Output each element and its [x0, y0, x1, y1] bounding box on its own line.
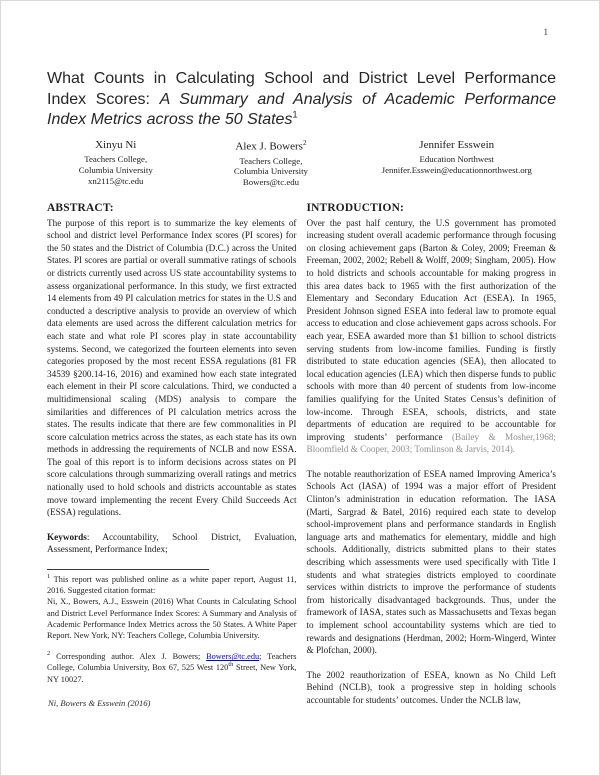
abstract-heading: ABSTRACT: — [47, 202, 114, 214]
right-column — [307, 202, 557, 719]
footnote-2-mark: 2 — [47, 650, 51, 658]
title-regular-part: What Counts in Calculating School and District Level Performance Index Scores: — [47, 70, 556, 108]
intro-paragraph-2: The notable reauthorization of ESEA named Improving America’s Schools Act (IASA) of 1994 was a major effort of President Clinton’s administration in education reformation. The IASA (Marti, Sargrad & Batel, 2016) required each state to develop school-improvement plans and performance standards in English language arts and mathematics for elementary, middle and high schools. Additionally, districts submitted plans to their states describing which assessments were used specifically with Title I students and what strategies districts employed to coordinate services within districts to improve the performance of students from historically disadvantaged backgrounds. Thus, under the framework of IASA, states such as Massachusetts and Texas began to implement school accountability systems which are tied to rewards and designations (Herdman, 2002; Horm-Wingerd, Winter & Plofchan, 2000). — [306, 468, 556, 656]
keywords-line — [47, 531, 297, 556]
author-affiliation-line2: Columbia University — [233, 166, 308, 177]
footnote-1 — [47, 574, 297, 641]
author-name: Xinyu Ni — [95, 139, 137, 151]
footnote-separator — [47, 569, 209, 570]
author-block-esswein — [357, 139, 556, 188]
footnote-1-citation: Ni, X., Bowers, A.J., Esswein (2016) What Counts in Calculating School and District Level Performance Index Scores: A Summary and Analysis of Academic Performance Index Metrics across the 50 States. A White Paper Report. New York, NY: Teachers College, Columbia University. — [47, 597, 297, 641]
intro-p1-text: Over the past half century, the U.S government has promoted increasing student overall academic performance through focusing on closing achievement gaps (Barton & Coley, 2009; Freeman & Freeman, 2002, 2002; Rebell & Wolff, 2009; Singham, 2005). How to hold districts and schools accountable for making progress in this area dates back to 1965 with the first authorization of the Elementary and Secondary Education Act (ESEA). In 1965, President Johnson signed ESEA into federal law to promote equal access to education and close achievement gaps across schools. For each year, ESEA awarded more than $1 billion to school districts serving students from low-income families. Funding is firstly distributed to state education agencies (SEA), then allocated to local education agencies (LEA) which then disperse funds to public schools with more than 40 percent of students from low-income families qualifying for the United States Census’s definition of low-income. Through ESEA, schools, districts, and state departments of education are required to be accountable for improving students’ performance — [306, 217, 556, 442]
footnote-2 — [47, 651, 297, 685]
footnote-1-mark: 1 — [47, 573, 51, 581]
left-column — [47, 202, 297, 719]
footnote-2-ordinal-sup: th — [228, 661, 234, 669]
author-affiliation-line1: Teachers College, — [84, 154, 148, 164]
footnote-2-text-part3: Street, New York, NY 10027. — [47, 663, 297, 684]
author-affiliation-line1: Teachers College, — [239, 155, 303, 166]
intro-paragraph-3: The 2002 reauthorization of ESEA, known as No Child Left Behind (NCLB), took a progressive step in holding schools accountable for students’ outcomes. Under the NCLB law, — [306, 669, 556, 705]
introduction-heading: INTRODUCTION: — [306, 202, 405, 214]
author-email: Bowers@tc.edu — [242, 177, 300, 188]
author-footnote-mark: 2 — [302, 139, 307, 147]
author-email: Jennifer.Esswein@educationnorthwest.org — [381, 164, 532, 175]
footnote-2-text-part1: Corresponding author. Alex J. Bowers; — [50, 652, 207, 662]
footnote-2-text-part2: ; Teachers College, Columbia University, Box 67, 525 West 120 — [47, 652, 297, 673]
author-name: Alex J. Bowers$^2$ — [235, 139, 307, 153]
footnote-1-text-part1: This report was published online as a white paper report, August 11, 2016. Suggested citation format: — [47, 575, 297, 596]
footnotes — [47, 574, 297, 685]
abstract-body: The purpose of this report is to summarize the key elements of school and district level Performance Index scores (PI scores) for the 50 states and the District of Columbia (D.C.) across the United States. PI scores are partial or overall summative ratings of schools or districts currently used across US state accountability systems to assess organizational performance. In this study, we first extracted 14 elements from 49 PI calculation metrics for states in the U.S and conducted a descriptive analysis to provide an overview of which data elements are used across the different calculation metrics for each state and what role PI scores play in state accountability systems. Second, we categorized the fourteen elements into seven categories proposed by the most recent ESSA regulations (81 FR 34539 §200.14-16, 2016) and examined how each state integrated each element in their PI score calculations. Third, we conducted a multidimensional scaling (MDS) analysis to compare the similarities and differences of PI calculation metrics across the states. The results indicate that there are few commonalities in PI score calculation metrics across the states, as each state has its own methods in addressing the requirements of NCLB and now ESSA. The goal of this report is to inform decisions across states on PI score calculations through summarizing overall ratings and metrics nationally used to hold schools and districts accountable as states move toward implementing the recent Every Child Succeeds Act (ESSA) regulations. — [47, 217, 297, 518]
author-email: xn2115@tc.edu — [88, 175, 144, 186]
author-affiliation-line2: Columbia University — [78, 164, 153, 175]
authors-row — [47, 139, 556, 188]
two-column-body — [47, 202, 556, 719]
page-number: 1 — [543, 27, 548, 37]
author-affiliation-line1: Education Northwest — [419, 154, 494, 164]
author-block-bowers — [184, 139, 357, 188]
title-footnote-mark: 1 — [292, 109, 298, 120]
running-head-footer: Ni, Bowers & Esswein (2016) — [48, 698, 151, 708]
intro-p1-gray-citation: (Bailey & Mosher,1968; Bloomfield & Cooper, 2003; Tomlinson & Jarvis, 2014). — [306, 431, 556, 455]
author-block-ni — [47, 139, 184, 188]
paper-title — [47, 69, 556, 131]
corresponding-author-email-link[interactable]: Bowers@tc.edu — [206, 652, 260, 662]
title-italic-part: A Summary and Analysis of Academic Performance Index Metrics across the 50 States — [47, 90, 556, 129]
keywords-label: Keywords — [47, 531, 87, 542]
keywords-text: : Accountability, School District, Evaluation, Assessment, Performance Index; — [47, 531, 297, 555]
author-name: Jennifer Esswein — [419, 139, 495, 151]
intro-paragraph-1 — [307, 217, 557, 456]
